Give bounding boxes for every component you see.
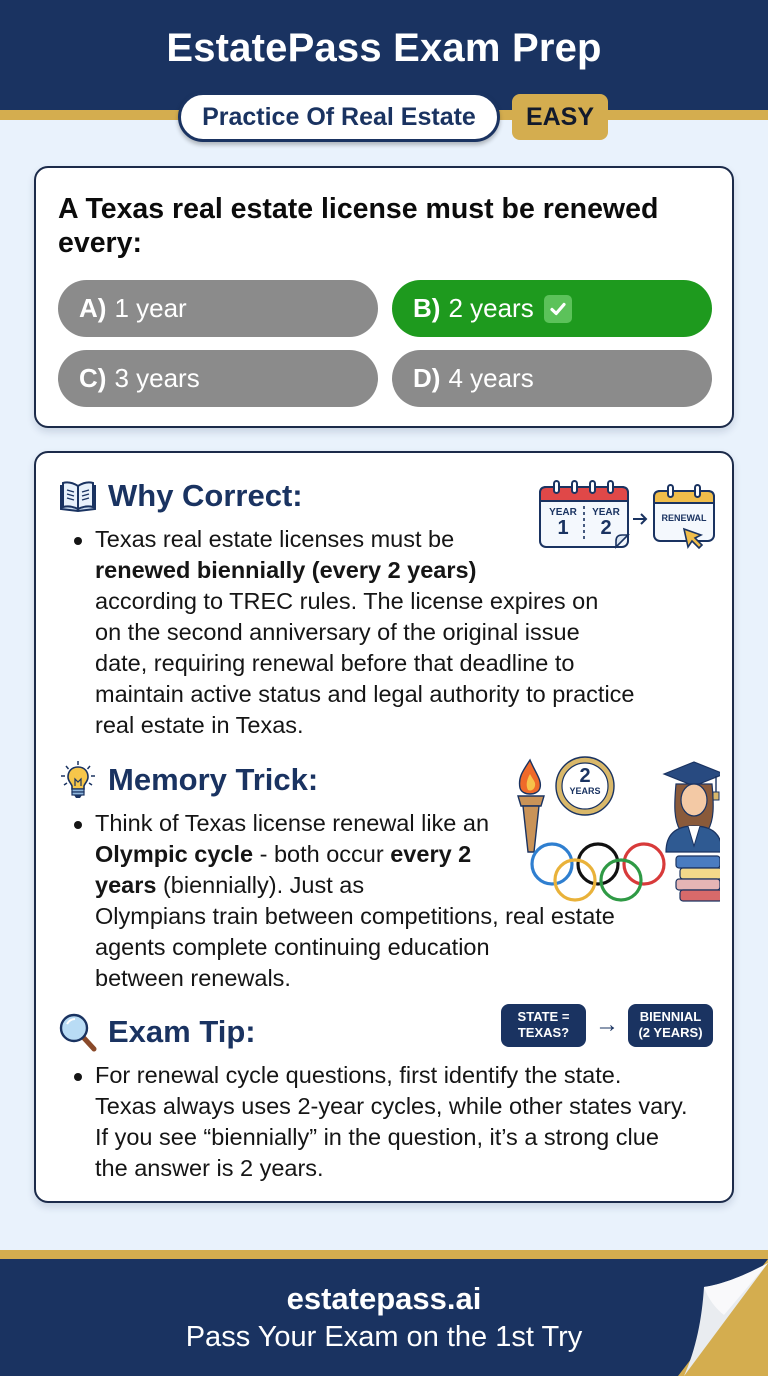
explanation-card <box>34 451 734 1203</box>
text-line: real estate in Texas. <box>95 712 304 738</box>
year2-label: YEAR <box>592 507 620 518</box>
bold-text: every 2 <box>390 841 472 867</box>
question-line-2: every: <box>58 227 142 259</box>
page-curl-icon <box>678 1259 768 1376</box>
option-letter: B) <box>413 293 441 323</box>
topic-badge: Practice Of Real Estate <box>178 92 500 142</box>
text-line: the answer is 2 years. <box>95 1155 324 1181</box>
header-badges <box>0 91 768 143</box>
exam-tip-bullet <box>58 1060 718 1184</box>
magnifier-icon <box>58 1012 98 1052</box>
clock-number: 2 <box>579 765 591 787</box>
bold-text: years <box>95 872 157 898</box>
option-d[interactable] <box>392 350 712 407</box>
text-line-bold: renewed biennially (every 2 years) <box>95 557 477 583</box>
text-line: Texas real estate licenses must be <box>95 526 455 552</box>
text-line: according to TREC rules. The license expires on <box>95 588 599 614</box>
why-correct-bullet <box>58 524 718 741</box>
footer-tagline: Pass Your Exam on the 1st Try <box>185 1321 583 1353</box>
lightbulb-icon <box>58 760 98 800</box>
text-span: - both occur <box>253 841 391 867</box>
olympic-torch-rings-graduate-icon <box>508 756 720 902</box>
text-line: agents complete continuing education <box>95 934 490 960</box>
text-line: Texas always uses 2-year cycles, while other states vary. <box>95 1093 688 1119</box>
memory-trick-title: Memory Trick: <box>108 762 319 797</box>
state-flow-diagram <box>501 1003 713 1047</box>
bold-text: Olympic cycle <box>95 841 254 867</box>
option-text: 4 years <box>448 363 534 393</box>
question-line-1: A Texas real estate license must be renewed <box>58 193 659 225</box>
option-c[interactable] <box>58 350 378 407</box>
text-line: maintain active status and legal authority to practice <box>95 681 635 707</box>
text-line: For renewal cycle questions, first identify the state. <box>95 1062 622 1088</box>
exam-tip-title: Exam Tip: <box>108 1014 256 1049</box>
flow-text: (2 YEARS) <box>638 1025 703 1040</box>
option-text: 1 year <box>114 293 187 323</box>
flow-box-state <box>501 1004 586 1047</box>
text-line: between renewals. <box>95 965 291 991</box>
option-text: 3 years <box>114 363 200 393</box>
flow-text: BIENNIAL <box>639 1009 702 1024</box>
text-span: (biennially). Just as <box>156 872 365 898</box>
text-line: on the second anniversary of the original issue <box>95 619 580 645</box>
text-line: Think of Texas license renewal like an <box>95 810 490 836</box>
difficulty-badge: EASY <box>512 94 608 140</box>
flow-box-biennial <box>628 1004 713 1047</box>
footer-site-link[interactable]: estatepass.ai <box>286 1281 482 1316</box>
why-correct-title: Why Correct: <box>108 478 303 513</box>
footer-banner <box>0 1259 768 1376</box>
flow-text: STATE = <box>517 1009 570 1024</box>
text-line: Olympians train between competitions, real estate <box>95 903 615 929</box>
question-text <box>58 192 718 260</box>
olympic-illustration <box>508 756 720 902</box>
text-line: If you see “biennially” in the question, it’s a strong clue <box>95 1124 659 1150</box>
arrow-right-icon: → <box>595 1011 619 1038</box>
option-letter: D) <box>413 363 441 393</box>
option-text: 2 years <box>448 293 534 323</box>
option-b-correct[interactable] <box>392 280 712 337</box>
year1-label: YEAR <box>549 507 577 518</box>
renewal-label: RENEWAL <box>661 513 707 523</box>
app-title: EstatePass Exam Prep <box>166 26 602 70</box>
answer-options <box>58 280 714 407</box>
flow-text: TEXAS? <box>517 1025 570 1040</box>
calendar-renewal-illustration <box>538 479 720 551</box>
open-book-icon <box>58 476 98 516</box>
checkmark-icon <box>544 295 572 323</box>
year1-number: 1 <box>557 517 569 539</box>
year2-number: 2 <box>600 517 612 539</box>
option-a[interactable] <box>58 280 378 337</box>
question-card <box>34 166 734 428</box>
option-letter: A) <box>79 293 107 323</box>
option-letter: C) <box>79 363 107 393</box>
text-line: date, requiring renewal before that deadline to <box>95 650 575 676</box>
clock-label: YEARS <box>569 786 601 796</box>
